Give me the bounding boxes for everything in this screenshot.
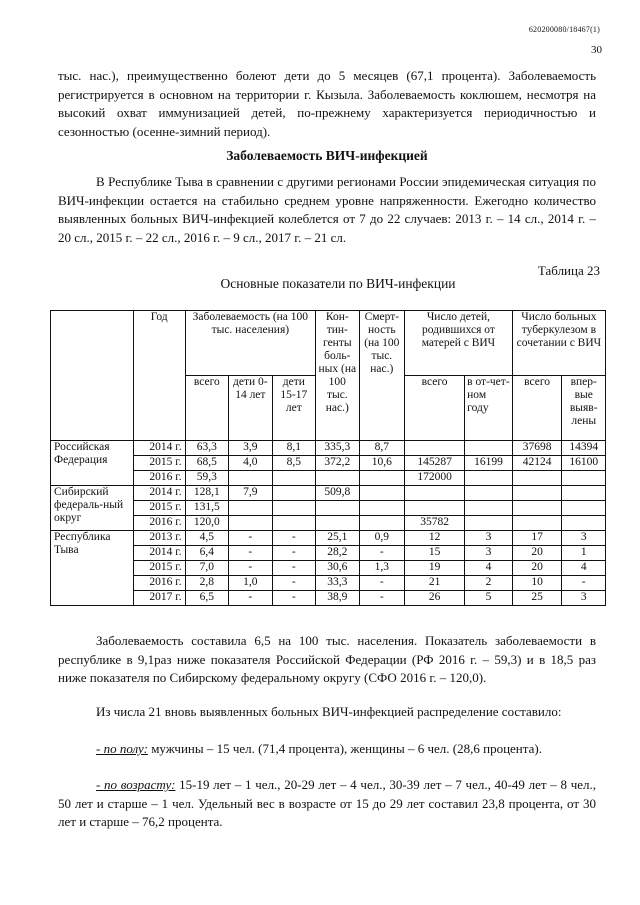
value-cell (512, 471, 562, 486)
value-cell: 37698 (512, 441, 562, 456)
year-cell: 2016 г. (133, 471, 185, 486)
year-cell: 2015 г. (133, 501, 185, 516)
value-cell (465, 471, 513, 486)
hiv-indicators-table (50, 310, 606, 606)
table-row (51, 486, 606, 501)
incidence-paragraph: Заболеваемость составила 6,5 на 100 тыс. населения. Показатель заболеваемости в республике в 9,1раз ниже показателя Российской Федерации (РФ 2016 г. – 59,3) и в 18,5 раз ниже показателя по Сибирскому федеральному округу (СФО 2016 г. – 120,0). (58, 633, 596, 685)
by-age-paragraph (58, 776, 596, 832)
year-cell: 2014 г. (133, 441, 185, 456)
value-cell: 7,0 (185, 561, 228, 576)
value-cell: 7,9 (229, 486, 272, 501)
value-cell (465, 516, 513, 531)
year-cell: 2016 г. (133, 516, 185, 531)
table-row (51, 561, 606, 576)
value-cell: - (359, 591, 405, 606)
value-cell (272, 486, 316, 501)
header-mortality: Смерт-ность (на 100 тыс. нас.) (359, 311, 405, 441)
empty-header-cell (51, 311, 134, 441)
value-cell: - (229, 531, 272, 546)
value-cell: 20 (512, 561, 562, 576)
header-contingents: Кон-тин-генты боль-ных (на 100 тыс. нас.) (316, 311, 359, 441)
value-cell (316, 516, 359, 531)
by-age-label: - по возрасту: (96, 777, 176, 792)
table-row (51, 456, 606, 471)
value-cell: 68,5 (185, 456, 228, 471)
value-cell: - (229, 546, 272, 561)
value-cell: - (272, 576, 316, 591)
value-cell: 131,5 (185, 501, 228, 516)
value-cell: 128,1 (185, 486, 228, 501)
value-cell (229, 516, 272, 531)
value-cell: 8,1 (272, 441, 316, 456)
table-number: Таблица 23 (537, 263, 600, 278)
header-children-total: всего (405, 376, 465, 441)
value-cell: 120,0 (185, 516, 228, 531)
value-cell: 145287 (405, 456, 465, 471)
header-year: Год (133, 311, 185, 441)
table-row (51, 471, 606, 486)
table-row (51, 546, 606, 561)
value-cell: 26 (405, 591, 465, 606)
value-cell: - (272, 546, 316, 561)
value-cell (465, 441, 513, 456)
value-cell: 35782 (405, 516, 465, 531)
value-cell (512, 516, 562, 531)
table-title: Основные показатели по ВИЧ-инфекции (220, 276, 456, 291)
value-cell: - (272, 561, 316, 576)
value-cell: 1,3 (359, 561, 405, 576)
value-cell (359, 516, 405, 531)
header-tb-total: всего (512, 376, 562, 441)
by-age-text: 15-19 лет – 1 чел., 20-29 лет – 4 чел., 30-39 лет – 7 чел., 40-49 лет – 8 чел., 50 лет и старше – 1 чел. Удельный вес в возрасте от 15 до 29 лет составил 23,8 процента, от 30 лет и старше – 76,2 процента. (58, 777, 596, 829)
value-cell (405, 441, 465, 456)
value-cell: 19 (405, 561, 465, 576)
value-cell: 17 (512, 531, 562, 546)
distribution-paragraph: Из числа 21 вновь выявленных больных ВИЧ-инфекцией распределение составило: (96, 704, 562, 719)
year-cell: 2015 г. (133, 456, 185, 471)
value-cell: 372,2 (316, 456, 359, 471)
intro-paragraph: тыс. нас.), преимущественно болеют дети до 5 месяцев (67,1 процента). Заболеваемость регистрируется в основном на территории г. Кызыла. Заболеваемость коклюшем, несмотря на высокий охват иммунизацией детей, по-прежнему характеризуется периодичностью и сезонностью (осенне-зимний период). (58, 68, 596, 139)
value-cell: 3 (562, 531, 606, 546)
value-cell: - (272, 591, 316, 606)
table-row (51, 501, 606, 516)
value-cell: 10,6 (359, 456, 405, 471)
year-cell: 2016 г. (133, 576, 185, 591)
value-cell: 4 (465, 561, 513, 576)
value-cell: 2,8 (185, 576, 228, 591)
year-cell: 2015 г. (133, 561, 185, 576)
value-cell (562, 516, 606, 531)
header-children: Число детей, родившихся от матерей с ВИЧ (405, 311, 513, 376)
value-cell (405, 501, 465, 516)
value-cell (272, 471, 316, 486)
value-cell (359, 471, 405, 486)
by-sex-text: мужчины – 15 чел. (71,4 процента), женщины – 6 чел. (28,6 процента). (147, 741, 542, 756)
value-cell (359, 486, 405, 501)
value-cell: 28,2 (316, 546, 359, 561)
value-cell: 12 (405, 531, 465, 546)
value-cell: 509,8 (316, 486, 359, 501)
value-cell: 3 (465, 531, 513, 546)
value-cell: 42124 (512, 456, 562, 471)
value-cell: 16199 (465, 456, 513, 471)
value-cell (562, 501, 606, 516)
value-cell: 4,0 (229, 456, 272, 471)
value-cell: - (359, 546, 405, 561)
by-sex-paragraph (58, 740, 596, 759)
value-cell: 0,9 (359, 531, 405, 546)
value-cell (562, 486, 606, 501)
value-cell: 6,5 (185, 591, 228, 606)
value-cell: 1 (562, 546, 606, 561)
value-cell: 8,7 (359, 441, 405, 456)
value-cell: - (229, 561, 272, 576)
value-cell: 21 (405, 576, 465, 591)
value-cell: - (562, 576, 606, 591)
header-kids-0-14: дети 0-14 лет (229, 376, 272, 441)
year-cell: 2017 г. (133, 591, 185, 606)
table-row (51, 591, 606, 606)
table-row (51, 441, 606, 456)
value-cell (272, 501, 316, 516)
section-heading: Заболеваемость ВИЧ-инфекцией (226, 148, 428, 163)
value-cell (359, 501, 405, 516)
value-cell: - (272, 531, 316, 546)
region-cell: Российская Федерация (51, 441, 134, 486)
value-cell (465, 486, 513, 501)
value-cell (229, 501, 272, 516)
value-cell: 63,3 (185, 441, 228, 456)
region-cell: Сибирский федераль-ный округ (51, 486, 134, 531)
value-cell: 3 (465, 546, 513, 561)
year-cell: 2013 г. (133, 531, 185, 546)
table-row (51, 516, 606, 531)
section-paragraph: В Республике Тыва в сравнении с другими регионами России эпидемическая ситуация по ВИЧ-инфекции остается на стабильно среднем уровне напряженности. Ежегодно количество выявленных больных ВИЧ-инфекцией колеблется от 7 до 22 случаев: 2013 г. – 14 сл., 2014 г. – 20 сл., 2015 г. – 22 сл., 2016 г. – 9 сл., 2017 г. – 21 сл. (58, 174, 596, 245)
region-cell: Республика Тыва (51, 531, 134, 606)
value-cell (272, 516, 316, 531)
header-tb-first: впер-вые выяв-лены (562, 376, 606, 441)
value-cell (405, 486, 465, 501)
value-cell (229, 471, 272, 486)
value-cell (562, 471, 606, 486)
by-sex-label: - по полу: (96, 741, 148, 756)
value-cell: 16100 (562, 456, 606, 471)
year-cell: 2014 г. (133, 546, 185, 561)
value-cell: 59,3 (185, 471, 228, 486)
value-cell: 8,5 (272, 456, 316, 471)
value-cell: 33,3 (316, 576, 359, 591)
value-cell (512, 486, 562, 501)
value-cell: 15 (405, 546, 465, 561)
value-cell: 335,3 (316, 441, 359, 456)
value-cell (512, 501, 562, 516)
value-cell: - (359, 576, 405, 591)
table-row (51, 531, 606, 546)
value-cell: 2 (465, 576, 513, 591)
value-cell: 20 (512, 546, 562, 561)
value-cell: 1,0 (229, 576, 272, 591)
value-cell: 10 (512, 576, 562, 591)
value-cell: 172000 (405, 471, 465, 486)
value-cell (316, 471, 359, 486)
document-code: 620200080/18467(1) (528, 25, 600, 34)
value-cell (316, 501, 359, 516)
value-cell: 38,9 (316, 591, 359, 606)
header-tb: Число больных туберкулезом в сочетании с ВИЧ (512, 311, 605, 376)
value-cell: 5 (465, 591, 513, 606)
table-row (51, 576, 606, 591)
value-cell: 4 (562, 561, 606, 576)
value-cell: 3,9 (229, 441, 272, 456)
value-cell: 3 (562, 591, 606, 606)
page-number: 30 (591, 44, 602, 56)
header-kids-15-17: дети 15-17 лет (272, 376, 316, 441)
value-cell: 6,4 (185, 546, 228, 561)
header-incidence: Заболеваемость (на 100 тыс. населения) (185, 311, 315, 376)
value-cell: 25 (512, 591, 562, 606)
header-of-which-year: в от-чет-ном году (465, 376, 513, 441)
value-cell: 4,5 (185, 531, 228, 546)
value-cell: 30,6 (316, 561, 359, 576)
value-cell (465, 501, 513, 516)
header-total: всего (185, 376, 228, 441)
value-cell: - (229, 591, 272, 606)
value-cell: 14394 (562, 441, 606, 456)
year-cell: 2014 г. (133, 486, 185, 501)
value-cell: 25,1 (316, 531, 359, 546)
